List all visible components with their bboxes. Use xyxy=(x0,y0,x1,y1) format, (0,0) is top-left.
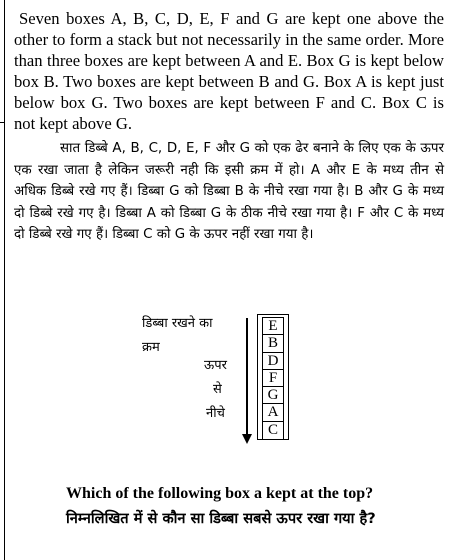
order-label-line2: क्रम xyxy=(142,340,160,355)
puzzle-text-english: Seven boxes A, B, C, D, E, F and G are kept one above the other to form a stack but not necessarily in the same order. More than three boxes are kept between A and E. Box G is kept below box B. Two boxes are kept between B and G. Box A is kept just below box G. Two boxes are kept between F and C. Box C is not kept above G. xyxy=(14,9,444,133)
stack-box: E xyxy=(263,318,283,335)
left-margin-rule xyxy=(4,0,5,560)
order-label-line1: डिब्बा रखने का xyxy=(142,316,213,331)
down-arrow-shaft xyxy=(246,318,248,436)
stack-box: A xyxy=(263,404,283,421)
stack-box: F xyxy=(263,370,283,387)
up-label: ऊपर xyxy=(204,358,227,373)
margin-tick-mark xyxy=(0,122,4,123)
box-stack-column xyxy=(262,317,284,440)
stack-box: C xyxy=(267,421,278,438)
box-stack-diagram xyxy=(257,314,289,440)
stack-box: G xyxy=(263,387,283,404)
stack-box: B xyxy=(263,335,283,352)
puzzle-text-hindi: सात डिब्बे A, B, C, D, E, F और G को एक ढेर बनाने के लिए एक के ऊपर एक रखा जाता है लेकिन जरूरी नही कि इसी क्रम में हो। A और E के मध्य तीन से अधिक डिब्बे रखे गए हैं। डिब्बा G को डिब्बा B के नीचे रखा गया है। B और G के मध्य दो डिब्बे रखे गए है। डिब्बा A को डिब्बा G के ठीक नीचे रखा गया है। F और C के मध्य दो डिब्बे रखे गए हैं। डिब्बा C को G के ऊपर नहीं रखा गया है। xyxy=(14,141,444,243)
down-arrow-icon xyxy=(242,434,252,444)
se-label: से xyxy=(213,382,222,397)
question-english: Which of the following box a kept at the top? xyxy=(66,485,374,502)
down-label: नीचे xyxy=(206,406,225,421)
question-hindi: निम्नलिखित में से कौन सा डिब्बा सबसे ऊपर रखा गया है? xyxy=(66,510,376,527)
stack-box: D xyxy=(263,353,283,370)
